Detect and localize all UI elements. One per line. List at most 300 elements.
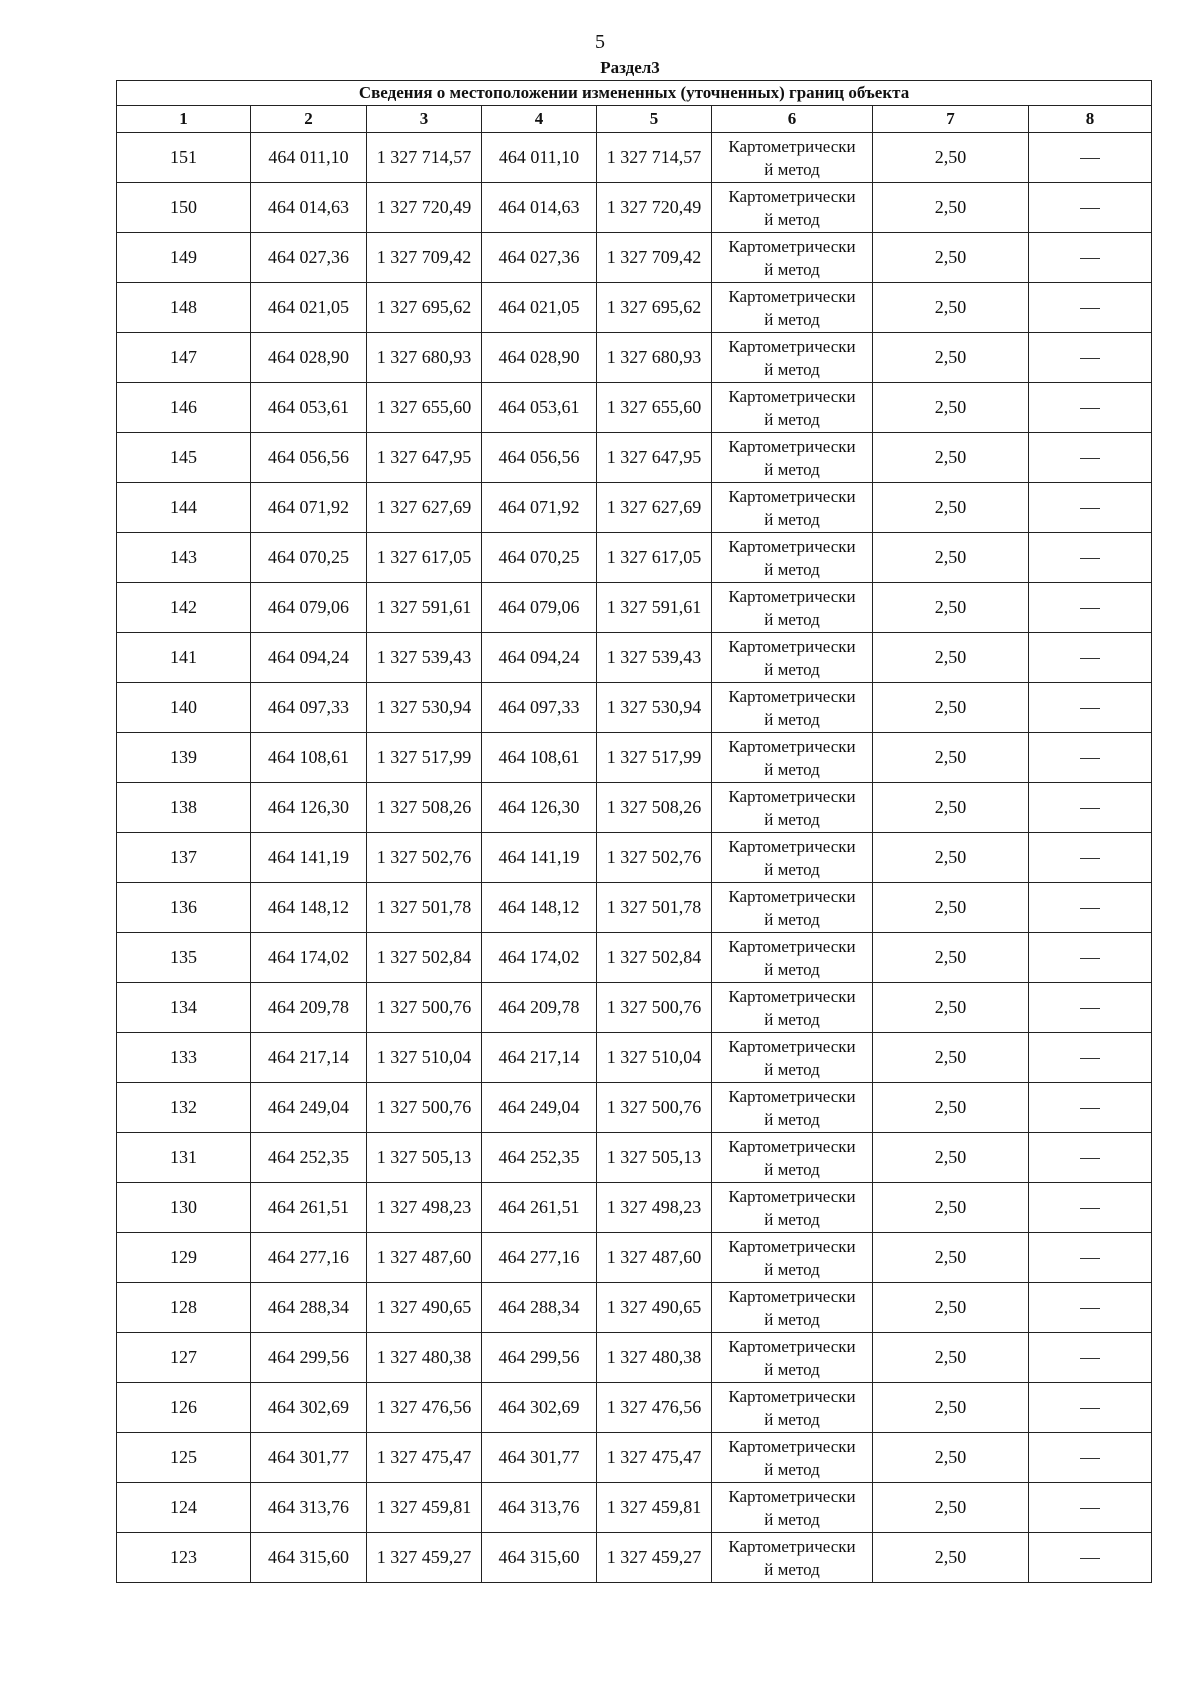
method-text: й метод [764, 1259, 820, 1279]
method-cell [712, 733, 873, 783]
point-number-cell: 132 [117, 1083, 251, 1133]
dash-mark [1080, 608, 1100, 609]
table-row [117, 883, 1152, 933]
empty-value-cell [1029, 533, 1152, 583]
x-coordinate-cell: 464 313,76 [482, 1483, 597, 1533]
method-text: й метод [764, 359, 820, 379]
method-cell [712, 1483, 873, 1533]
point-number-cell: 127 [117, 1333, 251, 1383]
point-number-cell: 135 [117, 933, 251, 983]
accuracy-cell: 2,50 [873, 983, 1029, 1033]
x-coordinate-cell: 464 301,77 [482, 1433, 597, 1483]
accuracy-cell: 2,50 [873, 1183, 1029, 1233]
accuracy-cell: 2,50 [873, 533, 1029, 583]
x-coordinate-cell: 464 277,16 [251, 1233, 367, 1283]
accuracy-cell: 2,50 [873, 483, 1029, 533]
y-coordinate-cell: 1 327 502,76 [597, 833, 712, 883]
method-text: й метод [764, 559, 820, 579]
table-row [117, 1533, 1152, 1583]
empty-value-cell [1029, 433, 1152, 483]
table-row [117, 183, 1152, 233]
method-text: й метод [764, 1509, 820, 1529]
page-number: 5 [595, 31, 605, 53]
table-row [117, 933, 1152, 983]
x-coordinate-cell: 464 313,76 [251, 1483, 367, 1533]
empty-value-cell [1029, 1183, 1152, 1233]
x-coordinate-cell: 464 148,12 [251, 883, 367, 933]
method-text: й метод [764, 209, 820, 229]
x-coordinate-cell: 464 021,05 [251, 283, 367, 333]
x-coordinate-cell: 464 252,35 [482, 1133, 597, 1183]
table-row [117, 1083, 1152, 1133]
method-text: й метод [764, 1559, 820, 1579]
table-row [117, 983, 1152, 1033]
point-number-cell: 146 [117, 383, 251, 433]
empty-value-cell [1029, 733, 1152, 783]
x-coordinate-cell: 464 261,51 [251, 1183, 367, 1233]
method-text: Картометрически [728, 1086, 856, 1106]
dash-mark [1080, 1158, 1100, 1159]
method-cell [712, 1533, 873, 1583]
y-coordinate-cell: 1 327 475,47 [367, 1433, 482, 1483]
y-coordinate-cell: 1 327 655,60 [367, 383, 482, 433]
dash-mark [1080, 1108, 1100, 1109]
column-header: 8 [1029, 106, 1152, 133]
point-number-cell: 137 [117, 833, 251, 883]
point-number-cell: 134 [117, 983, 251, 1033]
y-coordinate-cell: 1 327 709,42 [367, 233, 482, 283]
y-coordinate-cell: 1 327 714,57 [367, 133, 482, 183]
method-text: Картометрически [728, 386, 856, 406]
method-text: й метод [764, 1109, 820, 1129]
method-text: Картометрически [728, 1186, 856, 1206]
method-text: Картометрически [728, 236, 856, 256]
accuracy-cell: 2,50 [873, 683, 1029, 733]
method-text: Картометрически [728, 186, 856, 206]
x-coordinate-cell: 464 249,04 [251, 1083, 367, 1133]
x-coordinate-cell: 464 141,19 [482, 833, 597, 883]
accuracy-cell: 2,50 [873, 1033, 1029, 1083]
accuracy-cell: 2,50 [873, 1133, 1029, 1183]
method-cell [712, 1233, 873, 1283]
dash-mark [1080, 758, 1100, 759]
x-coordinate-cell: 464 070,25 [251, 533, 367, 583]
x-coordinate-cell: 464 174,02 [251, 933, 367, 983]
x-coordinate-cell: 464 097,33 [251, 683, 367, 733]
y-coordinate-cell: 1 327 508,26 [597, 783, 712, 833]
section-label: Раздел3 [600, 58, 660, 77]
method-text: й метод [764, 859, 820, 879]
table-row [117, 133, 1152, 183]
empty-value-cell [1029, 483, 1152, 533]
point-number-cell: 130 [117, 1183, 251, 1233]
point-number-cell: 143 [117, 533, 251, 583]
method-cell [712, 283, 873, 333]
method-text: й метод [764, 759, 820, 779]
x-coordinate-cell: 464 299,56 [482, 1333, 597, 1383]
y-coordinate-cell: 1 327 502,76 [367, 833, 482, 883]
x-coordinate-cell: 464 174,02 [482, 933, 597, 983]
method-cell [712, 1133, 873, 1183]
accuracy-cell: 2,50 [873, 883, 1029, 933]
method-text: Картометрически [728, 736, 856, 756]
y-coordinate-cell: 1 327 539,43 [367, 633, 482, 683]
point-number-cell: 133 [117, 1033, 251, 1083]
y-coordinate-cell: 1 327 591,61 [597, 583, 712, 633]
method-text: й метод [764, 509, 820, 529]
y-coordinate-cell: 1 327 720,49 [367, 183, 482, 233]
y-coordinate-cell: 1 327 498,23 [367, 1183, 482, 1233]
y-coordinate-cell: 1 327 510,04 [367, 1033, 482, 1083]
x-coordinate-cell: 464 071,92 [251, 483, 367, 533]
table-body [117, 133, 1152, 1583]
method-text: Картометрически [728, 136, 856, 156]
x-coordinate-cell: 464 288,34 [482, 1283, 597, 1333]
x-coordinate-cell: 464 021,05 [482, 283, 597, 333]
table-row [117, 1233, 1152, 1283]
accuracy-cell: 2,50 [873, 933, 1029, 983]
empty-value-cell [1029, 933, 1152, 983]
y-coordinate-cell: 1 327 476,56 [597, 1383, 712, 1433]
x-coordinate-cell: 464 097,33 [482, 683, 597, 733]
y-coordinate-cell: 1 327 500,76 [367, 1083, 482, 1133]
method-text: Картометрически [728, 686, 856, 706]
method-text: Картометрически [728, 786, 856, 806]
method-cell [712, 983, 873, 1033]
method-text: й метод [764, 709, 820, 729]
table-row [117, 733, 1152, 783]
dash-mark [1080, 1558, 1100, 1559]
y-coordinate-cell: 1 327 617,05 [597, 533, 712, 583]
method-text: Картометрически [728, 536, 856, 556]
column-header: 2 [251, 106, 367, 133]
y-coordinate-cell: 1 327 617,05 [367, 533, 482, 583]
accuracy-cell: 2,50 [873, 1233, 1029, 1283]
method-cell [712, 1433, 873, 1483]
table-row [117, 783, 1152, 833]
y-coordinate-cell: 1 327 517,99 [597, 733, 712, 783]
y-coordinate-cell: 1 327 539,43 [597, 633, 712, 683]
table-row [117, 583, 1152, 633]
accuracy-cell: 2,50 [873, 1483, 1029, 1533]
point-number-cell: 126 [117, 1383, 251, 1433]
point-number-cell: 142 [117, 583, 251, 633]
dash-mark [1080, 1008, 1100, 1009]
empty-value-cell [1029, 1433, 1152, 1483]
y-coordinate-cell: 1 327 459,81 [597, 1483, 712, 1533]
dash-mark [1080, 1358, 1100, 1359]
dash-mark [1080, 158, 1100, 159]
x-coordinate-cell: 464 315,60 [251, 1533, 367, 1583]
dash-mark [1080, 1058, 1100, 1059]
method-cell [712, 333, 873, 383]
empty-value-cell [1029, 783, 1152, 833]
method-text: й метод [764, 159, 820, 179]
x-coordinate-cell: 464 094,24 [251, 633, 367, 683]
method-text: Картометрически [728, 1336, 856, 1356]
y-coordinate-cell: 1 327 508,26 [367, 783, 482, 833]
x-coordinate-cell: 464 302,69 [482, 1383, 597, 1433]
accuracy-cell: 2,50 [873, 133, 1029, 183]
method-text: й метод [764, 459, 820, 479]
point-number-cell: 140 [117, 683, 251, 733]
x-coordinate-cell: 464 288,34 [251, 1283, 367, 1333]
point-number-cell: 148 [117, 283, 251, 333]
method-text: й метод [764, 1359, 820, 1379]
method-text: й метод [764, 1209, 820, 1229]
x-coordinate-cell: 464 070,25 [482, 533, 597, 583]
x-coordinate-cell: 464 302,69 [251, 1383, 367, 1433]
column-header: 4 [482, 106, 597, 133]
empty-value-cell [1029, 133, 1152, 183]
table-row [117, 433, 1152, 483]
x-coordinate-cell: 464 299,56 [251, 1333, 367, 1383]
x-coordinate-cell: 464 028,90 [482, 333, 597, 383]
point-number-cell: 149 [117, 233, 251, 283]
y-coordinate-cell: 1 327 627,69 [597, 483, 712, 533]
point-number-cell: 151 [117, 133, 251, 183]
y-coordinate-cell: 1 327 530,94 [367, 683, 482, 733]
table-row [117, 1183, 1152, 1233]
y-coordinate-cell: 1 327 505,13 [367, 1133, 482, 1183]
method-text: Картометрически [728, 836, 856, 856]
table-row [117, 533, 1152, 583]
method-text: й метод [764, 1159, 820, 1179]
y-coordinate-cell: 1 327 500,76 [597, 1083, 712, 1133]
y-coordinate-cell: 1 327 459,27 [367, 1533, 482, 1583]
method-text: Картометрически [728, 286, 856, 306]
accuracy-cell: 2,50 [873, 1383, 1029, 1433]
method-text: Картометрически [728, 1386, 856, 1406]
accuracy-cell: 2,50 [873, 833, 1029, 883]
empty-value-cell [1029, 683, 1152, 733]
method-text: Картометрически [728, 1236, 856, 1256]
method-cell [712, 1283, 873, 1333]
y-coordinate-cell: 1 327 591,61 [367, 583, 482, 633]
method-cell [712, 183, 873, 233]
y-coordinate-cell: 1 327 476,56 [367, 1383, 482, 1433]
method-text: й метод [764, 409, 820, 429]
method-text: й метод [764, 909, 820, 929]
method-text: Картометрически [728, 1536, 856, 1556]
dash-mark [1080, 458, 1100, 459]
accuracy-cell: 2,50 [873, 383, 1029, 433]
y-coordinate-cell: 1 327 487,60 [367, 1233, 482, 1283]
y-coordinate-cell: 1 327 510,04 [597, 1033, 712, 1083]
x-coordinate-cell: 464 079,06 [482, 583, 597, 633]
dash-mark [1080, 308, 1100, 309]
x-coordinate-cell: 464 011,10 [482, 133, 597, 183]
method-text: й метод [764, 609, 820, 629]
y-coordinate-cell: 1 327 490,65 [597, 1283, 712, 1333]
accuracy-cell: 2,50 [873, 1083, 1029, 1133]
method-text: Картометрически [728, 436, 856, 456]
table-row [117, 333, 1152, 383]
dash-mark [1080, 858, 1100, 859]
x-coordinate-cell: 464 126,30 [482, 783, 597, 833]
method-cell [712, 1383, 873, 1433]
empty-value-cell [1029, 1383, 1152, 1433]
table-row [117, 383, 1152, 433]
x-coordinate-cell: 464 209,78 [482, 983, 597, 1033]
x-coordinate-cell: 464 056,56 [482, 433, 597, 483]
empty-value-cell [1029, 183, 1152, 233]
y-coordinate-cell: 1 327 530,94 [597, 683, 712, 733]
point-number-cell: 128 [117, 1283, 251, 1333]
column-header: 5 [597, 106, 712, 133]
accuracy-cell: 2,50 [873, 583, 1029, 633]
table-row [117, 1433, 1152, 1483]
column-header: 6 [712, 106, 873, 133]
method-text: й метод [764, 1309, 820, 1329]
x-coordinate-cell: 464 301,77 [251, 1433, 367, 1483]
method-cell [712, 883, 873, 933]
accuracy-cell: 2,50 [873, 283, 1029, 333]
x-coordinate-cell: 464 014,63 [251, 183, 367, 233]
point-number-cell: 147 [117, 333, 251, 383]
x-coordinate-cell: 464 027,36 [251, 233, 367, 283]
x-coordinate-cell: 464 108,61 [251, 733, 367, 783]
method-text: й метод [764, 1459, 820, 1479]
method-text: й метод [764, 1059, 820, 1079]
dash-mark [1080, 908, 1100, 909]
method-cell [712, 933, 873, 983]
x-coordinate-cell: 464 079,06 [251, 583, 367, 633]
y-coordinate-cell: 1 327 459,81 [367, 1483, 482, 1533]
empty-value-cell [1029, 1083, 1152, 1133]
x-coordinate-cell: 464 217,14 [482, 1033, 597, 1083]
dash-mark [1080, 408, 1100, 409]
y-coordinate-cell: 1 327 695,62 [367, 283, 482, 333]
accuracy-cell: 2,50 [873, 183, 1029, 233]
method-text: й метод [764, 809, 820, 829]
accuracy-cell: 2,50 [873, 1533, 1029, 1583]
y-coordinate-cell: 1 327 680,93 [367, 333, 482, 383]
accuracy-cell: 2,50 [873, 233, 1029, 283]
empty-value-cell [1029, 1483, 1152, 1533]
empty-value-cell [1029, 383, 1152, 433]
method-text: й метод [764, 309, 820, 329]
x-coordinate-cell: 464 148,12 [482, 883, 597, 933]
x-coordinate-cell: 464 126,30 [251, 783, 367, 833]
dash-mark [1080, 258, 1100, 259]
table-row [117, 683, 1152, 733]
empty-value-cell [1029, 283, 1152, 333]
y-coordinate-cell: 1 327 498,23 [597, 1183, 712, 1233]
column-header: 7 [873, 106, 1029, 133]
dash-mark [1080, 958, 1100, 959]
method-cell [712, 133, 873, 183]
y-coordinate-cell: 1 327 517,99 [367, 733, 482, 783]
table-row [117, 833, 1152, 883]
method-cell [712, 1033, 873, 1083]
table-row [117, 633, 1152, 683]
x-coordinate-cell: 464 261,51 [482, 1183, 597, 1233]
point-number-cell: 145 [117, 433, 251, 483]
y-coordinate-cell: 1 327 647,95 [597, 433, 712, 483]
table-row [117, 1033, 1152, 1083]
method-text: Картометрически [728, 886, 856, 906]
method-cell [712, 1083, 873, 1133]
method-cell [712, 533, 873, 583]
dash-mark [1080, 1508, 1100, 1509]
point-number-cell: 124 [117, 1483, 251, 1533]
method-cell [712, 1183, 873, 1233]
method-text: Картометрически [728, 1486, 856, 1506]
empty-value-cell [1029, 1333, 1152, 1383]
y-coordinate-cell: 1 327 502,84 [367, 933, 482, 983]
x-coordinate-cell: 464 249,04 [482, 1083, 597, 1133]
boundary-coordinates-table [116, 80, 1152, 1583]
x-coordinate-cell: 464 252,35 [251, 1133, 367, 1183]
column-header: 1 [117, 106, 251, 133]
x-coordinate-cell: 464 056,56 [251, 433, 367, 483]
y-coordinate-cell: 1 327 501,78 [597, 883, 712, 933]
method-cell [712, 433, 873, 483]
method-text: Картометрически [728, 986, 856, 1006]
table-row [117, 283, 1152, 333]
point-number-cell: 150 [117, 183, 251, 233]
y-coordinate-cell: 1 327 500,76 [597, 983, 712, 1033]
table-row [117, 1333, 1152, 1383]
x-coordinate-cell: 464 277,16 [482, 1233, 597, 1283]
y-coordinate-cell: 1 327 505,13 [597, 1133, 712, 1183]
point-number-cell: 141 [117, 633, 251, 683]
empty-value-cell [1029, 1233, 1152, 1283]
accuracy-cell: 2,50 [873, 433, 1029, 483]
method-cell [712, 1333, 873, 1383]
method-text: й метод [764, 959, 820, 979]
table-row [117, 1133, 1152, 1183]
table-title-row [117, 81, 1152, 106]
table-row [117, 1383, 1152, 1433]
table-title: Сведения о местоположении измененных (уточненных) границ объекта [117, 81, 1152, 106]
empty-value-cell [1029, 233, 1152, 283]
dash-mark [1080, 1458, 1100, 1459]
method-text: Картометрически [728, 336, 856, 356]
empty-value-cell [1029, 333, 1152, 383]
x-coordinate-cell: 464 053,61 [482, 383, 597, 433]
method-text: Картометрически [728, 1286, 856, 1306]
empty-value-cell [1029, 1033, 1152, 1083]
y-coordinate-cell: 1 327 655,60 [597, 383, 712, 433]
accuracy-cell: 2,50 [873, 1283, 1029, 1333]
point-number-cell: 144 [117, 483, 251, 533]
method-cell [712, 483, 873, 533]
table-row [117, 483, 1152, 533]
dash-mark [1080, 558, 1100, 559]
method-text: й метод [764, 659, 820, 679]
point-number-cell: 136 [117, 883, 251, 933]
empty-value-cell [1029, 1533, 1152, 1583]
y-coordinate-cell: 1 327 490,65 [367, 1283, 482, 1333]
method-cell [712, 233, 873, 283]
dash-mark [1080, 658, 1100, 659]
table-row [117, 1283, 1152, 1333]
accuracy-cell: 2,50 [873, 633, 1029, 683]
x-coordinate-cell: 464 141,19 [251, 833, 367, 883]
y-coordinate-cell: 1 327 714,57 [597, 133, 712, 183]
x-coordinate-cell: 464 108,61 [482, 733, 597, 783]
point-number-cell: 139 [117, 733, 251, 783]
x-coordinate-cell: 464 014,63 [482, 183, 597, 233]
empty-value-cell [1029, 983, 1152, 1033]
x-coordinate-cell: 464 011,10 [251, 133, 367, 183]
empty-value-cell [1029, 583, 1152, 633]
y-coordinate-cell: 1 327 709,42 [597, 233, 712, 283]
y-coordinate-cell: 1 327 720,49 [597, 183, 712, 233]
method-text: Картометрически [728, 486, 856, 506]
